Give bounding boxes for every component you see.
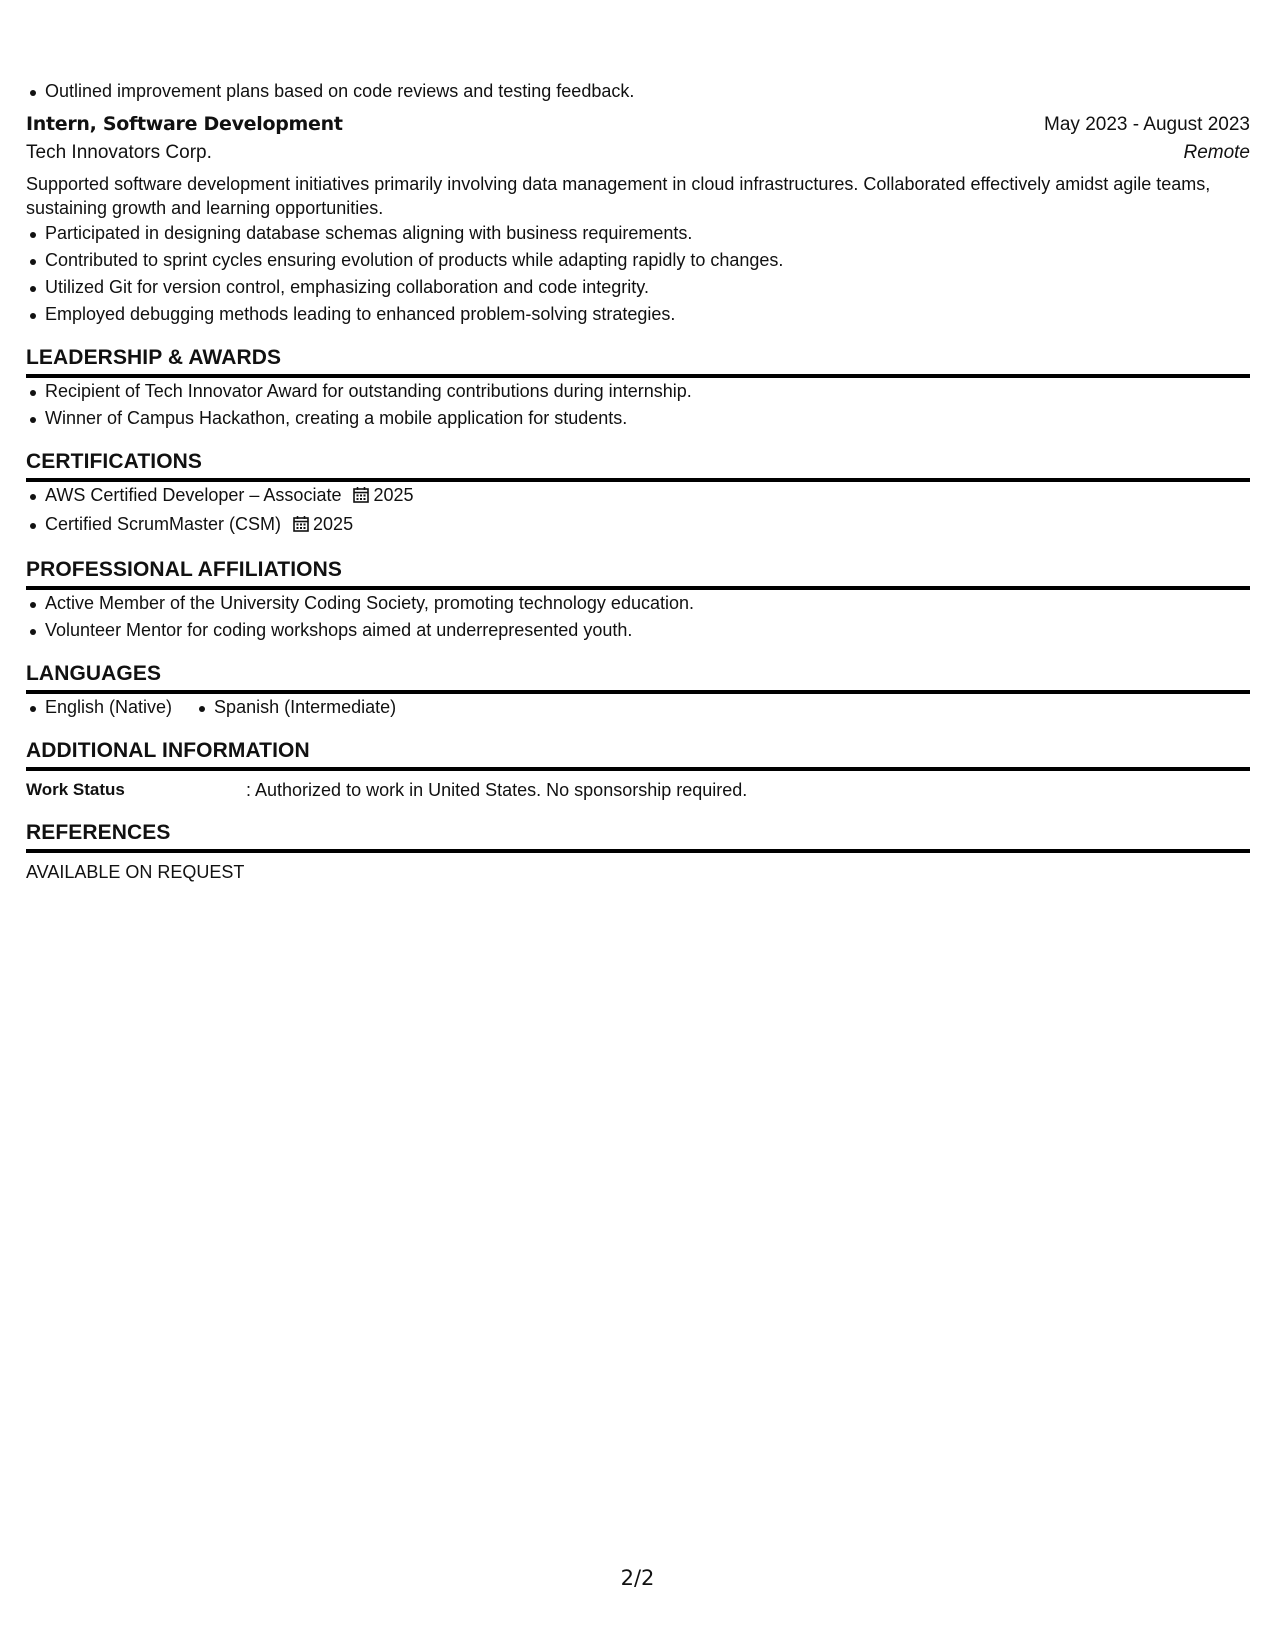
experience-tail-bullets bbox=[26, 78, 1250, 105]
job-summary: Supported software development initiatives primarily involving data management in cloud infrastructures. Collaborated effectively amidst agile teams, sustaining growth and learning opportunities. bbox=[26, 174, 1211, 218]
references-text: AVAILABLE ON REQUEST bbox=[26, 862, 245, 882]
certification-name: Certified ScrumMaster (CSM) bbox=[45, 514, 282, 534]
leadership-bullets bbox=[26, 378, 1250, 432]
list-item: Outlined improvement plans based on code reviews and testing feedback. bbox=[45, 78, 1250, 105]
section-title-additional-info: ADDITIONAL INFORMATION bbox=[26, 739, 1250, 771]
job-header bbox=[26, 113, 1250, 136]
section-title-leadership: LEADERSHIP & AWARDS bbox=[26, 346, 1250, 378]
certification-item bbox=[45, 482, 1250, 511]
job-title: Intern, Software Development bbox=[26, 113, 343, 135]
certification-year: 2025 bbox=[313, 514, 354, 534]
job-bullets bbox=[26, 220, 1250, 328]
list-item: Winner of Campus Hackathon, creating a mobile application for students. bbox=[45, 405, 1250, 432]
list-item: Recipient of Tech Innovator Award for outstanding contributions during internship. bbox=[45, 378, 1250, 405]
work-status-row bbox=[26, 777, 1250, 803]
section-title-certifications: CERTIFICATIONS bbox=[26, 450, 1250, 482]
page-number: 2/2 bbox=[620, 1566, 655, 1590]
affiliations-bullets bbox=[26, 590, 1250, 644]
list-item: Employed debugging methods leading to enhanced problem-solving strategies. bbox=[45, 301, 1250, 328]
section-title-references: REFERENCES bbox=[26, 821, 1250, 853]
work-status-label: Work Status bbox=[26, 780, 125, 799]
section-title-languages: LANGUAGES bbox=[26, 662, 1250, 694]
job-location: Remote bbox=[1183, 142, 1250, 163]
list-item: Volunteer Mentor for coding workshops aimed at underrepresented youth. bbox=[45, 617, 1250, 644]
certification-item bbox=[45, 511, 1250, 540]
job-dates: May 2023 - August 2023 bbox=[1044, 114, 1250, 135]
list-item: Participated in designing database schemas aligning with business requirements. bbox=[45, 220, 1250, 247]
languages-list bbox=[26, 694, 1250, 721]
language-item: English (Native) bbox=[45, 694, 172, 721]
list-item: Active Member of the University Coding Society, promoting technology education. bbox=[45, 590, 1250, 617]
list-item: Contributed to sprint cycles ensuring evolution of products while adapting rapidly to changes. bbox=[45, 247, 1250, 274]
certification-year: 2025 bbox=[373, 485, 414, 505]
job-company: Tech Innovators Corp. bbox=[26, 142, 212, 163]
calendar-icon bbox=[293, 513, 309, 540]
list-item: Utilized Git for version control, emphasizing collaboration and code integrity. bbox=[45, 274, 1250, 301]
resume-page bbox=[26, 78, 1250, 885]
language-item: Spanish (Intermediate) bbox=[214, 694, 396, 721]
work-status-value: : Authorized to work in United States. No sponsorship required. bbox=[246, 780, 748, 800]
job-subheader bbox=[26, 142, 1250, 164]
certification-name: AWS Certified Developer – Associate bbox=[45, 485, 342, 505]
calendar-icon bbox=[353, 484, 369, 511]
certifications-list bbox=[26, 482, 1250, 540]
section-title-affiliations: PROFESSIONAL AFFILIATIONS bbox=[26, 558, 1250, 590]
